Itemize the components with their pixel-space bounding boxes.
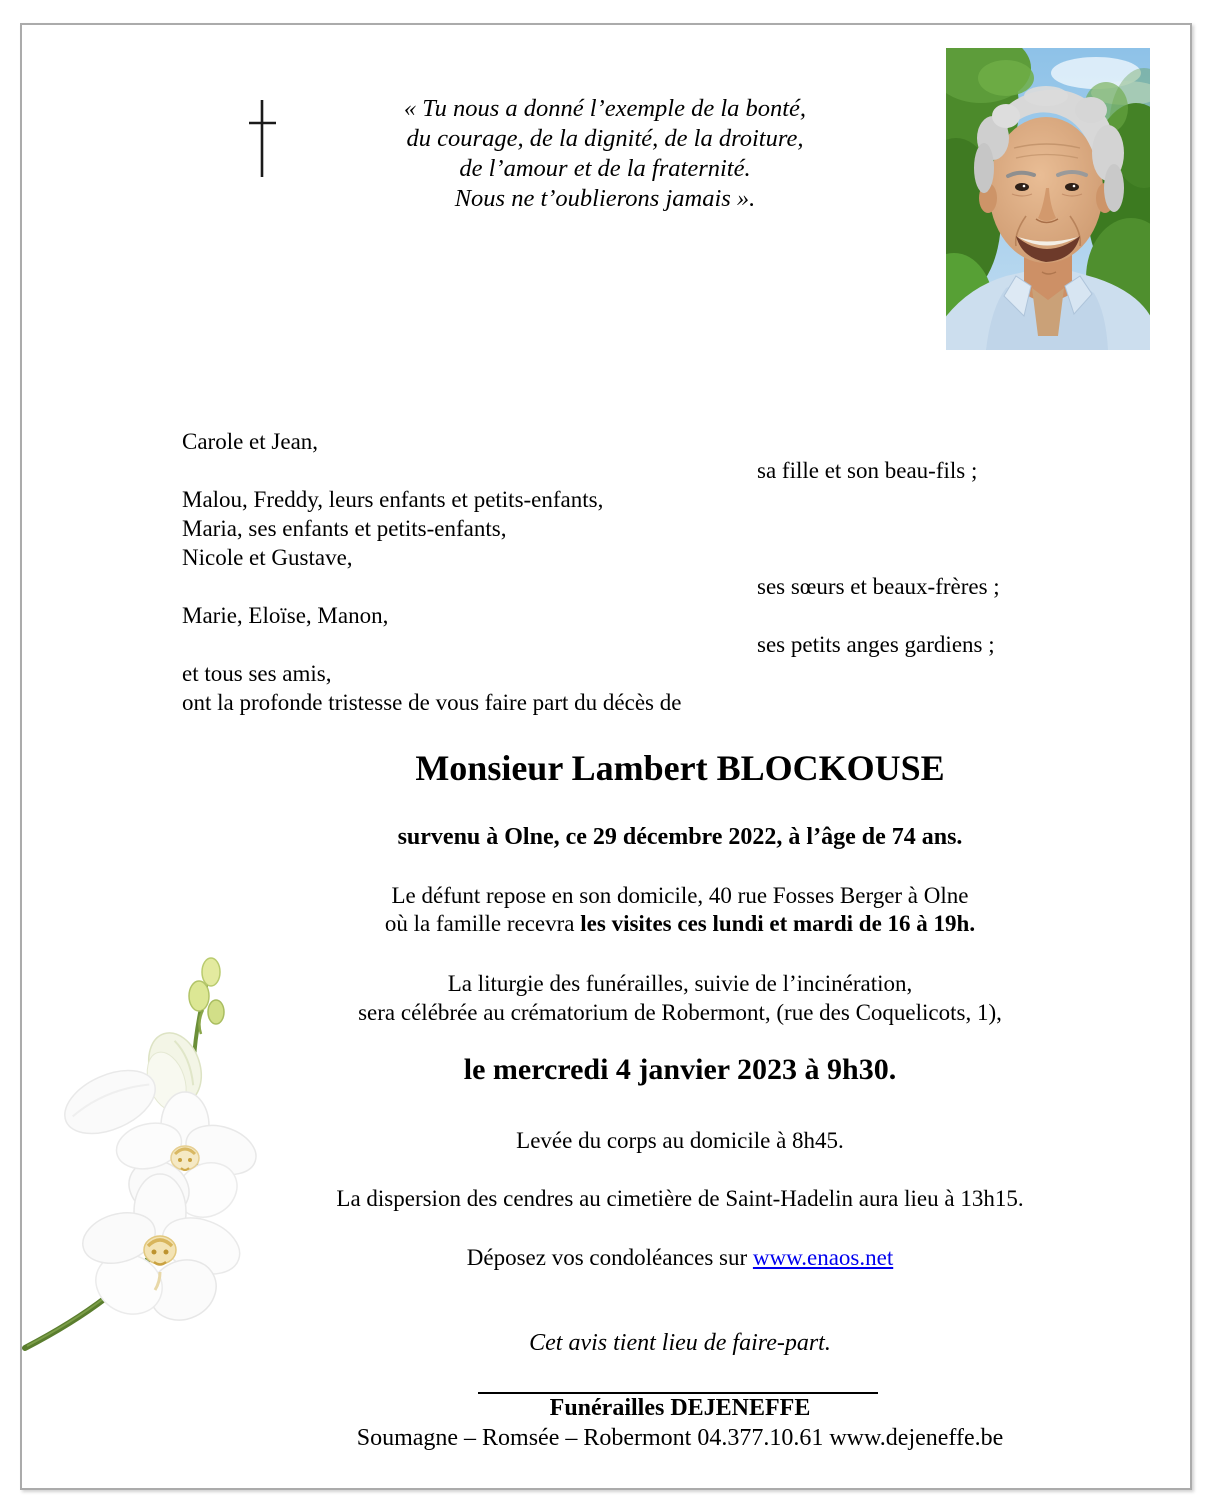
family-line: Marie, Eloïse, Manon, bbox=[182, 603, 389, 628]
family-line: ont la profonde tristesse de vous faire part du décès de bbox=[182, 690, 682, 715]
ceremony-line-2: sera célébrée au crématorium de Robermont, (rue des Coquelicots, 1), bbox=[358, 1000, 1002, 1025]
notice-line: Cet avis tient lieu de faire-part. bbox=[529, 1330, 831, 1356]
relation-line: ses sœurs et beaux-frères ; bbox=[757, 574, 1000, 599]
quote-line: de l’amour et de la fraternité. bbox=[459, 155, 751, 182]
death-date-line: survenu à Olne, ce 29 décembre 2022, à l’âge de 74 ans. bbox=[397, 824, 963, 850]
relation-line: ses petits anges gardiens ; bbox=[757, 632, 995, 657]
ceremony-line-1: La liturgie des funérailles, suivie de l’incinération, bbox=[447, 971, 913, 996]
orchid-flower-image bbox=[15, 950, 325, 1360]
repose-line-2 bbox=[150, 910, 1210, 938]
family-line: Nicole et Gustave, bbox=[182, 545, 353, 570]
visits-hours: les visites ces lundi et mardi de 16 à 19h. bbox=[580, 911, 976, 936]
cross-icon bbox=[245, 97, 281, 181]
family-line: Malou, Freddy, leurs enfants et petits-enfants, bbox=[182, 487, 604, 512]
relation-line: sa fille et son beau-fils ; bbox=[757, 458, 978, 483]
memorial-quote bbox=[280, 94, 930, 214]
family-line: Maria, ses enfants et petits-enfants, bbox=[182, 516, 507, 541]
funeral-home-name: Funérailles DEJENEFFE bbox=[549, 1395, 811, 1421]
enaos-link[interactable]: www.enaos.net bbox=[752, 1245, 894, 1270]
family-line: Carole et Jean, bbox=[182, 429, 319, 454]
quote-line: « Tu nous a donné l’exemple de la bonté, bbox=[403, 95, 807, 122]
deceased-portrait-photo bbox=[946, 48, 1150, 350]
condolences-text: Déposez vos condoléances sur bbox=[466, 1245, 753, 1270]
family-list bbox=[182, 427, 1082, 717]
quote-line: du courage, de la dignité, de la droiture, bbox=[406, 125, 804, 152]
ceremony-date: le mercredi 4 janvier 2023 à 9h30. bbox=[463, 1053, 897, 1086]
family-line: et tous ses amis, bbox=[182, 661, 332, 686]
quote-line: Nous ne t’oublierons jamais ». bbox=[454, 185, 756, 212]
repose-line-2-normal: où la famille recevra bbox=[384, 911, 581, 936]
dispersion-line: La dispersion des cendres au cimetière de Saint-Hadelin aura lieu à 13h15. bbox=[336, 1186, 1024, 1211]
levee-line: Levée du corps au domicile à 8h45. bbox=[516, 1128, 844, 1153]
deceased-name-title: Monsieur Lambert BLOCKOUSE bbox=[415, 748, 945, 788]
funeral-home-info: Soumagne – Romsée – Robermont 04.377.10.61 www.dejeneffe.be bbox=[356, 1425, 1004, 1451]
repose-line-1: Le défunt repose en son domicile, 40 rue Fosses Berger à Olne bbox=[391, 883, 969, 908]
